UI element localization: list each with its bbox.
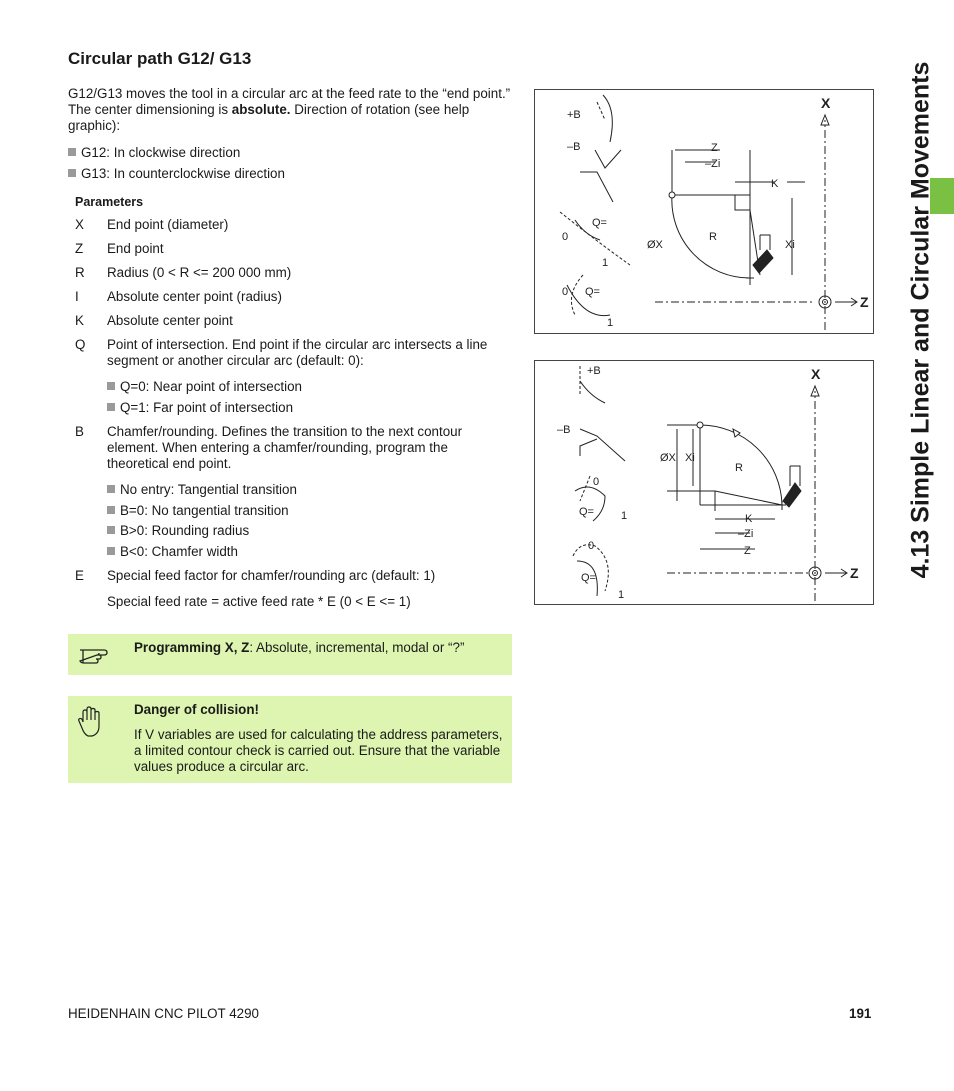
direction-label: G13: In counterclockwise direction	[81, 166, 285, 181]
label-k: K	[771, 178, 779, 190]
param-key-e: E	[75, 568, 84, 583]
page-title: Circular path G12/ G13	[68, 49, 252, 68]
label-diameter-x: ØX	[660, 452, 676, 464]
param-desc-r: Radius (0 < R <= 200 000 mm)	[107, 265, 292, 280]
param-key-q: Q	[75, 337, 86, 352]
param-key-i: I	[75, 289, 79, 304]
bullet-square-icon	[107, 403, 115, 411]
b-option-label: B<0: Chamfer width	[120, 544, 238, 559]
label-one: 1	[621, 510, 628, 522]
q-option-label: Q=1: Far point of intersection	[120, 400, 294, 415]
pointing-hand-icon	[78, 642, 110, 671]
figure-g13-drawing	[535, 361, 873, 604]
footer-product: HEIDENHAIN CNC PILOT 4290	[68, 1006, 259, 1021]
chapter-side-title: 4.13 Simple Linear and Circular Movements	[906, 61, 935, 579]
label-zero: 0	[593, 476, 600, 488]
b-option-item	[107, 523, 249, 539]
intro-paragraph	[68, 86, 513, 134]
label-zi: –Zi	[705, 158, 721, 170]
b-option-label: No entry: Tangential transition	[120, 482, 297, 497]
label-q: Q=	[581, 572, 596, 584]
label-q: Q=	[579, 506, 594, 518]
q-option-label: Q=0: Near point of intersection	[120, 379, 302, 394]
intro-text-2: Direction of rotation (see help graphic):	[68, 102, 470, 133]
parameters-heading: Parameters	[75, 195, 144, 209]
note-programming-body: : Absolute, incremental, modal or “?”	[249, 640, 465, 655]
param-key-k: K	[75, 313, 84, 328]
param-desc-e-extra: Special feed rate = active feed rate * E (0 < E <= 1)	[107, 594, 411, 609]
param-desc-k: Absolute center point	[107, 313, 233, 328]
param-desc-e: Special feed factor for chamfer/rounding arc (default: 1)	[107, 568, 436, 583]
direction-item-g13	[68, 166, 285, 182]
label-q: Q=	[592, 217, 607, 229]
note-danger-title: Danger of collision!	[134, 702, 259, 717]
label-zi: –Zi	[738, 528, 754, 540]
param-desc-b: Chamfer/rounding. Defines the transition to the next contour element. When entering a chamfer/rounding, program the theoretical end point.	[107, 424, 463, 471]
b-option-item	[107, 544, 238, 560]
b-option-item	[107, 503, 289, 519]
note-danger	[68, 696, 512, 783]
figure-g13-labels	[557, 365, 859, 601]
axis-label-x: X	[821, 95, 831, 111]
label-z-dim: Z	[711, 142, 718, 154]
b-option-label: B>0: Rounding radius	[120, 523, 250, 538]
intro-text-1: G12/G13 moves the tool in a circular arc at the feed rate to the “end point.” The center dimensioning is	[68, 86, 511, 117]
direction-label: G12: In clockwise direction	[81, 145, 241, 160]
param-desc-z: End point	[107, 241, 164, 256]
bullet-square-icon	[107, 526, 115, 534]
param-key-b: B	[75, 424, 84, 439]
axis-label-z: Z	[860, 294, 869, 310]
note-danger-body: If V variables are used for calculating the address parameters, a limited contour check is carried out. Ensure that the variable values produce a circular arc.	[134, 727, 503, 774]
label-zero: 0	[588, 540, 595, 552]
bullet-square-icon	[107, 485, 115, 493]
label-xi: Xi	[785, 239, 795, 251]
label-one: 1	[607, 317, 614, 329]
stop-hand-icon	[78, 706, 102, 743]
label-zero: 0	[562, 231, 569, 243]
param-key-x: X	[75, 217, 84, 232]
label-plus-b: +B	[567, 109, 581, 121]
param-desc-i: Absolute center point (radius)	[107, 289, 282, 304]
label-minus-b: –B	[567, 141, 581, 153]
label-q: Q=	[585, 286, 600, 298]
label-r: R	[709, 231, 717, 243]
b-option-item	[107, 482, 297, 498]
q-option-item	[107, 379, 302, 395]
label-minus-b: –B	[557, 424, 571, 436]
bullet-square-icon	[107, 506, 115, 514]
intro-bold: absolute.	[231, 102, 291, 117]
figure-g12	[534, 89, 874, 334]
label-k: K	[745, 513, 753, 525]
bullet-square-icon	[68, 169, 76, 177]
axis-label-x: X	[811, 366, 821, 382]
figure-g12-labels	[562, 95, 869, 329]
label-diameter-x: ØX	[647, 239, 663, 251]
note-programming-bold: Programming X, Z	[134, 640, 250, 655]
bullet-square-icon	[107, 382, 115, 390]
bullet-square-icon	[68, 148, 76, 156]
note-programming	[68, 634, 512, 675]
page-number: 191	[849, 1006, 872, 1021]
label-xi: Xi	[685, 452, 695, 464]
param-key-r: R	[75, 265, 85, 280]
label-zero: 0	[562, 286, 569, 298]
figure-g13	[534, 360, 874, 605]
label-r: R	[735, 462, 743, 474]
bullet-square-icon	[107, 547, 115, 555]
label-one: 1	[618, 589, 625, 601]
label-plus-b: +B	[587, 365, 601, 377]
label-one: 1	[602, 257, 609, 269]
direction-item-g12	[68, 145, 240, 161]
figure-g12-drawing	[535, 90, 873, 333]
note-programming-text	[134, 640, 506, 656]
q-option-item	[107, 400, 293, 416]
b-option-label: B=0: No tangential transition	[120, 503, 289, 518]
param-key-z: Z	[75, 241, 84, 256]
axis-label-z: Z	[850, 565, 859, 581]
label-z-dim: Z	[744, 545, 751, 557]
param-desc-x: End point (diameter)	[107, 217, 229, 232]
param-desc-q: Point of intersection. End point if the circular arc intersects a line segment or another circular arc (default: 0):	[107, 337, 488, 368]
